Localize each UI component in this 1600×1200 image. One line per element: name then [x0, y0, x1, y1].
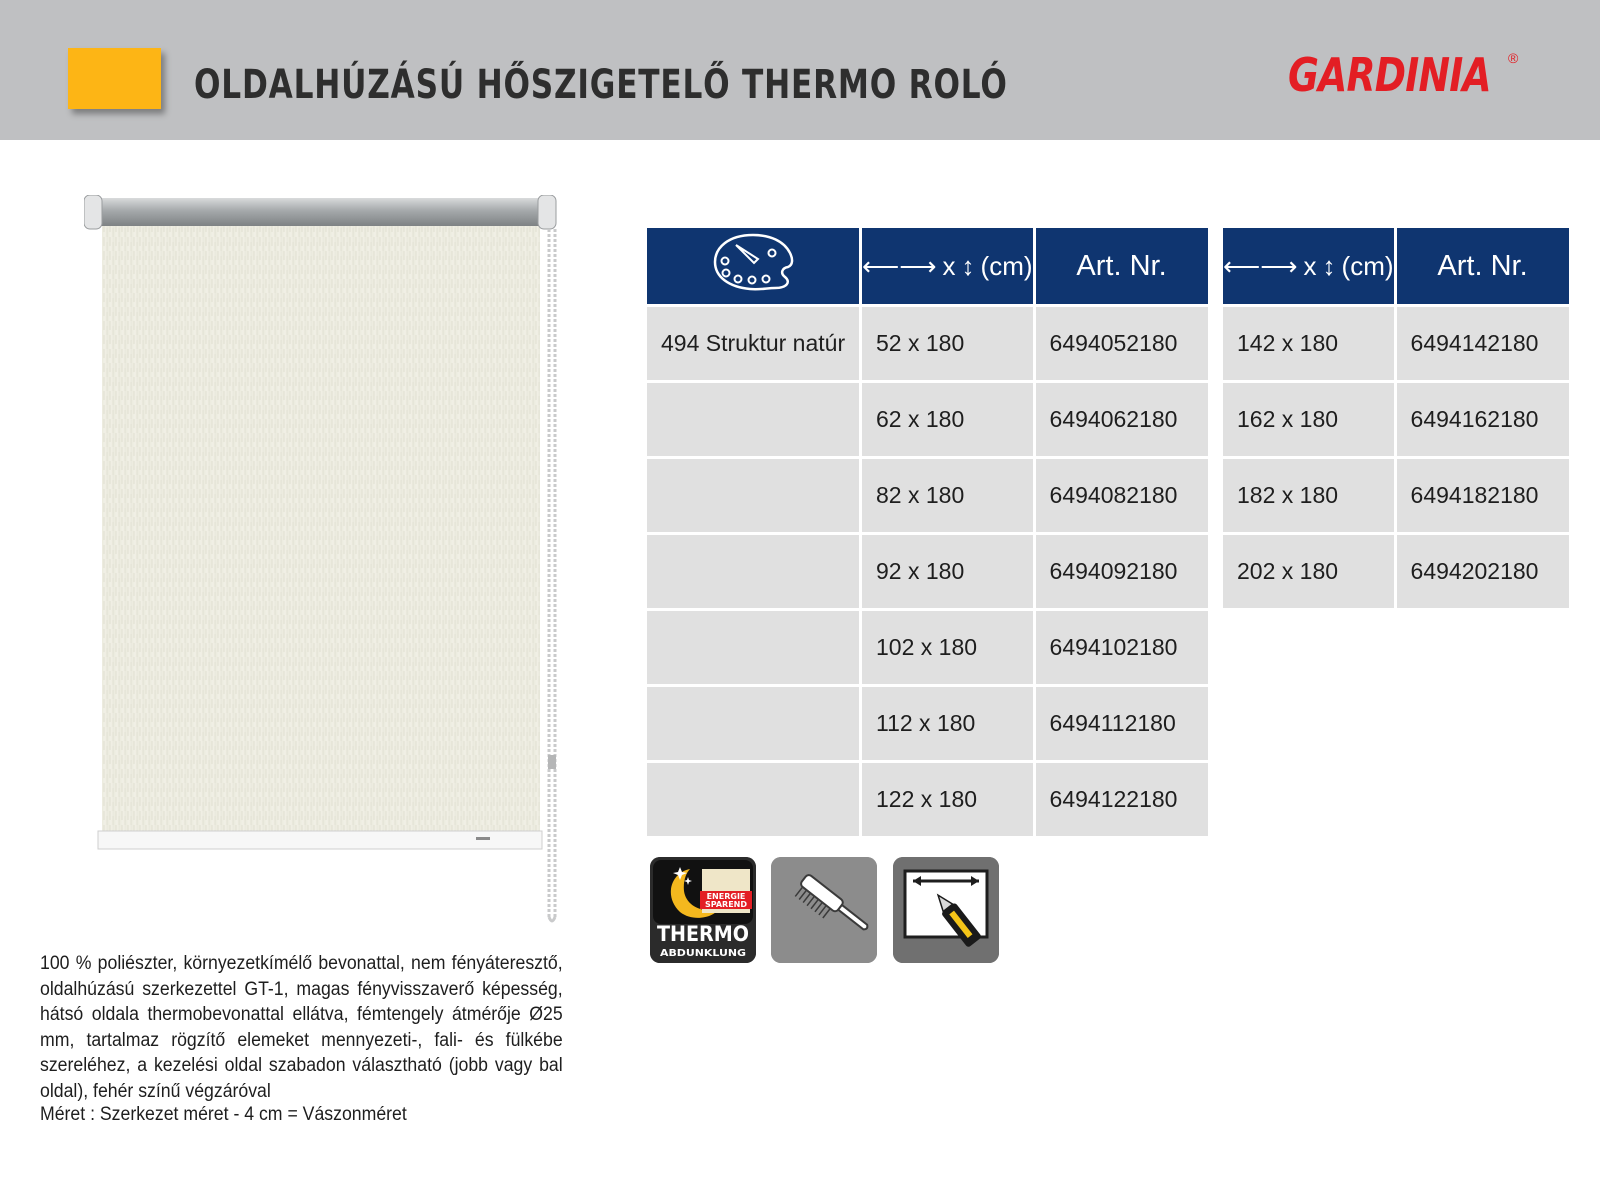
abdunklung-text: ABDUNKLUNG: [660, 948, 746, 959]
cleaning-badge: [771, 857, 877, 963]
table-row: [647, 459, 1208, 535]
size-cell: 202 x 180: [1223, 535, 1397, 611]
art-cell: 6494122180: [1036, 763, 1208, 839]
table-row: [647, 687, 1208, 763]
table-row: [1223, 383, 1569, 459]
width-arrow-icon: ⟵⟶: [1223, 250, 1298, 281]
spec-table-2: [1223, 228, 1569, 611]
energie-text: ENERGIE: [706, 892, 746, 901]
times-sign: x: [1303, 250, 1317, 281]
table-row: [647, 763, 1208, 839]
table-row: [1223, 307, 1569, 383]
thermo-badge: [650, 857, 756, 963]
table-row: [647, 383, 1208, 459]
palette-icon: [712, 231, 794, 293]
art-cell: 6494102180: [1036, 611, 1208, 687]
registered-mark: ®: [1508, 50, 1519, 66]
table-row: [647, 307, 1208, 383]
size-note: Méret : Szerkezet méret - 4 cm = Vászonméret: [40, 1104, 407, 1125]
product-description: 100 % poliészter, környezetkímélő bevonattal, nem fényáteresztő, oldalhúzású szerkezettel GT-1, magas fényvisszaverő képesség, hátsó oldala thermobevonattal ellátva, fémtengely átmérője Ø25 mm, tartalmaz rögzítő elemeket mennyezeti-, fali- és fülkébe szereléhez, a kezelési oldal szabadon választható (jobb vagy bal oldal), fehér színű végzáróval: [40, 953, 563, 1102]
logo-text: GARDINIA: [1288, 48, 1491, 102]
brand-logo: [1288, 48, 1548, 118]
unit-label: (cm): [980, 250, 1033, 281]
roller-blind-illustration: [84, 195, 574, 927]
brush-icon: [771, 857, 877, 963]
product-image: [84, 195, 574, 927]
thermo-icon: [650, 857, 756, 963]
header-bar: [0, 0, 1600, 140]
table-row: [647, 611, 1208, 687]
cutter-icon: [893, 857, 999, 963]
spec-table-1: [647, 228, 1208, 839]
size-cell: 122 x 180: [862, 763, 1036, 839]
accent-square: [68, 48, 161, 109]
table-row: [647, 535, 1208, 611]
times-sign: x: [942, 250, 956, 281]
header-dimensions: [1223, 228, 1397, 307]
color-cell: 494 Struktur natúr: [647, 307, 862, 383]
art-cell: 6494182180: [1397, 459, 1569, 535]
color-cell: [647, 763, 862, 839]
size-cell: 62 x 180: [862, 383, 1036, 459]
art-cell: 6494092180: [1036, 535, 1208, 611]
page-title: OLDALHÚZÁSÚ HŐSZIGETELŐ THERMO ROLÓ: [194, 62, 1008, 108]
header-art-nr: Art. Nr.: [1397, 228, 1569, 307]
color-cell: [647, 383, 862, 459]
art-cell: 6494112180: [1036, 687, 1208, 763]
sparend-text: SPAREND: [704, 900, 748, 909]
header-art-nr: Art. Nr.: [1036, 228, 1208, 307]
art-cell: 6494062180: [1036, 383, 1208, 459]
size-cell: 112 x 180: [862, 687, 1036, 763]
color-cell: [647, 535, 862, 611]
size-cell: 52 x 180: [862, 307, 1036, 383]
table-row: [1223, 459, 1569, 535]
size-cell: 142 x 180: [1223, 307, 1397, 383]
height-arrow-icon: ↕: [961, 250, 975, 281]
art-cell: 6494052180: [1036, 307, 1208, 383]
cutting-badge: [893, 857, 999, 963]
header-color: [647, 228, 862, 307]
header-dimensions: [862, 228, 1036, 307]
size-cell: 82 x 180: [862, 459, 1036, 535]
art-cell: 6494162180: [1397, 383, 1569, 459]
table-row: [1223, 535, 1569, 611]
size-cell: 162 x 180: [1223, 383, 1397, 459]
size-cell: 92 x 180: [862, 535, 1036, 611]
color-cell: [647, 611, 862, 687]
size-cell: 102 x 180: [862, 611, 1036, 687]
size-cell: 182 x 180: [1223, 459, 1397, 535]
color-cell: [647, 687, 862, 763]
color-cell: [647, 459, 862, 535]
art-cell: 6494202180: [1397, 535, 1569, 611]
height-arrow-icon: ↕: [1322, 250, 1336, 281]
unit-label: (cm): [1341, 250, 1394, 281]
art-cell: 6494082180: [1036, 459, 1208, 535]
width-arrow-icon: ⟵⟶: [862, 250, 937, 281]
art-cell: 6494142180: [1397, 307, 1569, 383]
thermo-text: THERMO: [657, 922, 749, 946]
